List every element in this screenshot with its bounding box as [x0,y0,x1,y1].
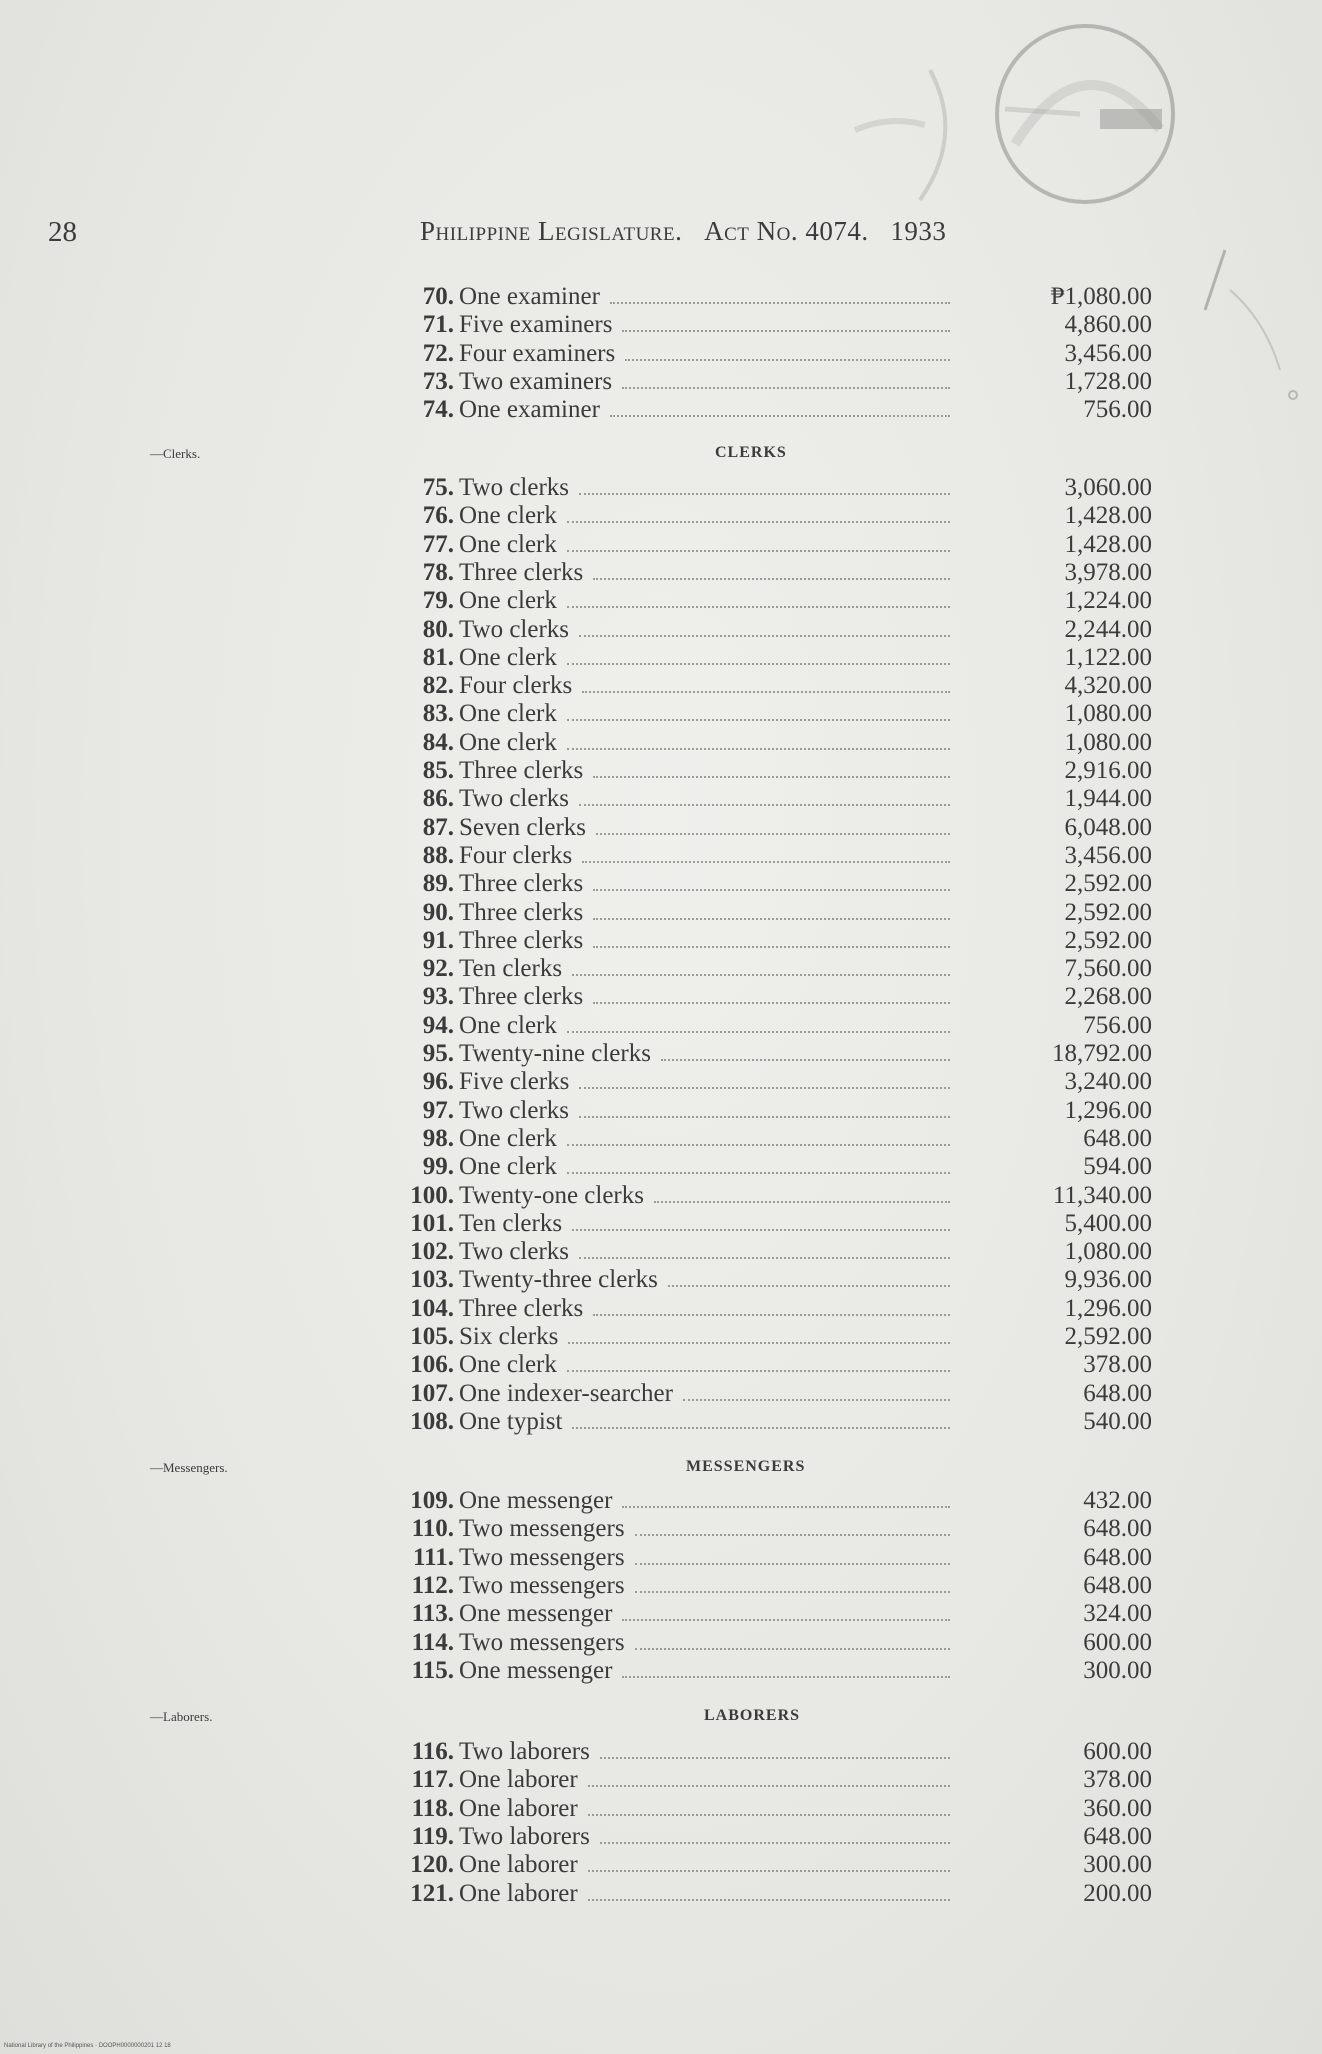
dot-leader [568,1342,950,1344]
entry-number: 106. [410,1351,454,1378]
entry-description: One clerk [459,502,557,529]
heading-messengers: MESSENGERS [686,1458,806,1475]
entry-number: 121. [410,1880,454,1907]
entry-description: One messenger [459,1600,613,1627]
dot-leader [572,974,950,976]
entry-amount: 360.00 [1083,1795,1152,1822]
dot-leader [567,1031,950,1033]
entry-number: 98. [422,1125,454,1152]
entry-row [0,1380,1322,1408]
entry-number: 112. [411,1572,454,1599]
entry-amount: 378.00 [1083,1351,1152,1378]
entry-number: 105. [410,1323,454,1350]
entry-row [0,531,1322,559]
entry-number: 82. [422,672,454,699]
entry-amount: 1,080.00 [1064,700,1152,727]
entry-number: 109. [410,1487,454,1514]
entry-row [0,1515,1322,1543]
entry-description: Two clerks [459,616,570,643]
entry-description: Two clerks [459,785,570,812]
entry-row [0,757,1322,785]
entry-number: 110. [411,1515,454,1542]
entry-number: 93. [422,983,454,1010]
entry-number: 116. [411,1738,454,1765]
entry-description: Three clerks [459,899,584,926]
entry-number: 104. [410,1295,454,1322]
entry-number: 84. [422,729,454,756]
dot-leader [600,1757,950,1759]
entry-row [0,870,1322,898]
running-head-year: 1933 [890,216,947,246]
dot-leader [661,1059,950,1061]
entry-row [0,1600,1322,1628]
entry-description: Six clerks [459,1323,559,1350]
entry-amount: 1,728.00 [1064,368,1152,395]
dot-leader [567,1172,950,1174]
dot-leader [622,330,950,332]
entry-description: One laborer [459,1766,578,1793]
dot-leader [572,1229,950,1231]
entry-row [0,700,1322,728]
entry-number: 75. [422,474,454,501]
entry-description: Ten clerks [459,955,563,982]
entry-amount: 2,592.00 [1064,927,1152,954]
entry-number: 87. [422,814,454,841]
margin-note-laborers: —Laborers. [150,1709,213,1724]
entry-amount: 2,244.00 [1064,616,1152,643]
entry-number: 100. [410,1182,454,1209]
entry-description: Twenty-three clerks [459,1266,658,1293]
entry-row [0,1544,1322,1572]
entry-number: 79. [422,587,454,614]
entry-row [0,1487,1322,1515]
entry-amount: 1,428.00 [1064,531,1152,558]
entry-row [0,983,1322,1011]
entry-description: One messenger [459,1657,613,1684]
entry-amount: 648.00 [1083,1125,1152,1152]
dot-leader [582,691,950,693]
entry-row [0,1125,1322,1153]
entry-row [0,559,1322,587]
dot-leader [593,1002,950,1004]
entry-amount: 648.00 [1083,1544,1152,1571]
postmark-stamp-icon [985,14,1185,214]
dot-leader [635,1534,950,1536]
entry-row [0,1823,1322,1851]
entry-row [0,368,1322,396]
entry-description: Two laborers [459,1823,590,1850]
entry-amount: 648.00 [1083,1823,1152,1850]
entry-row [0,1210,1322,1238]
entry-number: 89. [422,870,454,897]
entry-amount: 648.00 [1083,1572,1152,1599]
dot-leader [622,1506,950,1508]
entry-number: 78. [422,559,454,586]
entry-row [0,1572,1322,1600]
entry-number: 72. [422,340,454,367]
entry-amount: 9,936.00 [1064,1266,1152,1293]
entry-row [0,1238,1322,1266]
entry-row [0,899,1322,927]
entry-row [0,1097,1322,1125]
dot-leader [683,1399,950,1401]
dot-leader [579,1087,950,1089]
entry-number: 70. [422,283,454,310]
margin-note-clerks: —Clerks. [150,446,201,461]
dot-leader [579,1257,950,1259]
entry-description: Three clerks [459,559,584,586]
dot-leader [622,1676,950,1678]
entry-amount: 2,592.00 [1064,899,1152,926]
entry-description: One clerk [459,1351,557,1378]
entry-description: Two clerks [459,474,570,501]
entry-amount: 7,560.00 [1064,955,1152,982]
entry-row [0,1012,1322,1040]
entry-description: One clerk [459,729,557,756]
dot-leader [596,833,950,835]
dot-leader [593,889,950,891]
entry-description: Four examiners [459,340,616,367]
entry-number: 77. [422,531,454,558]
dot-leader [567,748,950,750]
entry-amount: 648.00 [1083,1380,1152,1407]
entry-amount: 1,428.00 [1064,502,1152,529]
entry-amount: 3,456.00 [1064,340,1152,367]
dot-leader [579,635,950,637]
entry-row [0,1351,1322,1379]
dot-leader [567,663,950,665]
entry-amount: 594.00 [1083,1153,1152,1180]
entry-row [0,785,1322,813]
entry-number: 96. [422,1068,454,1095]
entry-amount: 432.00 [1083,1487,1152,1514]
entry-number: 107. [410,1380,454,1407]
entry-row [0,1408,1322,1436]
entry-number: 101. [410,1210,454,1237]
dot-leader [567,1144,950,1146]
entry-number: 80. [422,616,454,643]
heading-laborers: LABORERS [704,1707,801,1724]
entry-number: 113. [411,1600,454,1627]
entry-amount: 540.00 [1083,1408,1152,1435]
dot-leader [588,1785,950,1787]
dot-leader [625,359,950,361]
entry-number: 95. [422,1040,454,1067]
entry-number: 119. [411,1823,454,1850]
entry-row [0,1766,1322,1794]
entry-amount: 200.00 [1083,1880,1152,1907]
entry-description: One clerk [459,1125,557,1152]
entry-amount: 5,400.00 [1064,1210,1152,1237]
dot-leader [588,1870,950,1872]
entry-row [0,1657,1322,1685]
entry-amount: 1,224.00 [1064,587,1152,614]
footer-credit: National Library of the Philippines · DOOPH0000000201 12 18 [4,2043,171,2049]
entry-description: One messenger [459,1487,613,1514]
entry-number: 85. [422,757,454,784]
entry-description: One indexer-searcher [459,1380,673,1407]
dot-leader [567,521,950,523]
entry-amount: 18,792.00 [1052,1040,1152,1067]
entry-number: 102. [410,1238,454,1265]
entry-number: 111. [413,1544,454,1571]
entry-amount: 648.00 [1083,1515,1152,1542]
entry-description: Two messengers [459,1544,625,1571]
entry-description: Two messengers [459,1572,625,1599]
entry-description: One clerk [459,700,557,727]
dot-leader [600,1842,950,1844]
entry-number: 90. [422,899,454,926]
entry-row [0,1040,1322,1068]
entry-amount: 300.00 [1083,1851,1152,1878]
dot-leader [588,1899,950,1901]
dot-leader [567,550,950,552]
dot-leader [567,1370,950,1372]
entry-amount: 2,592.00 [1064,870,1152,897]
entry-description: Ten clerks [459,1210,563,1237]
dot-leader [593,776,950,778]
entry-amount: 1,944.00 [1064,785,1152,812]
entry-row [0,1153,1322,1181]
dot-leader [654,1201,950,1203]
entry-description: Twenty-nine clerks [459,1040,651,1067]
entry-number: 115. [411,1657,454,1684]
entry-row [0,1323,1322,1351]
entry-row [0,1068,1322,1096]
dot-leader [610,302,950,304]
entry-amount: 1,296.00 [1064,1295,1152,1322]
entry-amount: ₱1,080.00 [1050,283,1152,310]
entry-amount: 2,592.00 [1064,1323,1152,1350]
entry-description: Three clerks [459,1295,584,1322]
entry-description: One laborer [459,1880,578,1907]
dot-leader [567,719,950,721]
entry-amount: 2,268.00 [1064,983,1152,1010]
entry-amount: 756.00 [1083,396,1152,423]
entry-number: 83. [422,700,454,727]
entry-row [0,814,1322,842]
dot-leader [622,387,950,389]
faint-stamp-icon [850,60,960,210]
entry-amount: 3,240.00 [1064,1068,1152,1095]
entry-description: One typist [459,1408,563,1435]
dot-leader [635,1648,950,1650]
entry-amount: 600.00 [1083,1738,1152,1765]
entry-number: 92. [422,955,454,982]
entry-number: 103. [410,1266,454,1293]
entry-number: 91. [422,927,454,954]
entry-description: One clerk [459,531,557,558]
dot-leader [579,804,950,806]
entry-amount: 1,080.00 [1064,729,1152,756]
entry-description: One clerk [459,644,557,671]
entry-number: 108. [410,1408,454,1435]
entry-number: 81. [422,644,454,671]
entry-row [0,1182,1322,1210]
dot-leader [582,861,950,863]
heading-clerks: CLERKS [715,444,787,461]
entry-number: 114. [411,1629,454,1656]
entry-amount: 756.00 [1083,1012,1152,1039]
entry-description: Seven clerks [459,814,587,841]
entry-number: 120. [410,1851,454,1878]
entry-row [0,672,1322,700]
entry-amount: 11,340.00 [1052,1182,1152,1209]
entry-row [0,283,1322,311]
entry-description: Five clerks [459,1068,570,1095]
dot-leader [610,415,950,417]
entry-description: Five examiners [459,311,613,338]
entry-number: 97. [422,1097,454,1124]
entry-amount: 4,320.00 [1064,672,1152,699]
entry-description: Twenty-one clerks [459,1182,644,1209]
entry-row [0,1851,1322,1879]
entry-description: Three clerks [459,870,584,897]
entry-row [0,1795,1322,1823]
entry-amount: 2,916.00 [1064,757,1152,784]
entry-row [0,1738,1322,1766]
entry-amount: 1,296.00 [1064,1097,1152,1124]
dot-leader [593,1314,950,1316]
entry-row [0,311,1322,339]
page-number: 28 [48,216,77,248]
entry-amount: 6,048.00 [1064,814,1152,841]
entry-number: 73. [422,368,454,395]
entry-row [0,955,1322,983]
entry-row [0,644,1322,672]
entry-description: One clerk [459,587,557,614]
entry-number: 88. [422,842,454,869]
dot-leader [567,606,950,608]
entry-row [0,729,1322,757]
entry-description: One clerk [459,1153,557,1180]
entry-row [0,1266,1322,1294]
entry-row [0,1629,1322,1657]
entry-description: Three clerks [459,757,584,784]
entry-number: 74. [422,396,454,423]
margin-note-messengers: —Messengers. [150,1460,228,1475]
dot-leader [622,1619,950,1621]
entry-row [0,1880,1322,1908]
entry-row [0,502,1322,530]
entry-description: Two examiners [459,368,613,395]
entry-amount: 4,860.00 [1064,311,1152,338]
entry-description: One examiner [459,283,600,310]
dot-leader [579,493,950,495]
entry-number: 86. [422,785,454,812]
entry-number: 76. [422,502,454,529]
dot-leader [635,1563,950,1565]
entry-amount: 3,978.00 [1064,559,1152,586]
entry-number: 99. [422,1153,454,1180]
entry-row [0,474,1322,502]
entry-row [0,616,1322,644]
entry-description: Two clerks [459,1097,570,1124]
entry-description: Two laborers [459,1738,590,1765]
dot-leader [572,1427,950,1429]
running-head-title: Philippine Legislature. [420,216,683,246]
dot-leader [635,1591,950,1593]
dot-leader [593,578,950,580]
entry-description: Two messengers [459,1515,625,1542]
entry-description: Four clerks [459,842,573,869]
entry-amount: 3,060.00 [1064,474,1152,501]
entry-description: One laborer [459,1795,578,1822]
entry-row [0,340,1322,368]
dot-leader [593,918,950,920]
entry-amount: 324.00 [1083,1600,1152,1627]
entry-number: 71. [422,311,454,338]
entry-row [0,927,1322,955]
entry-description: Three clerks [459,927,584,954]
entry-description: One examiner [459,396,600,423]
entry-number: 118. [411,1795,454,1822]
entry-amount: 378.00 [1083,1766,1152,1793]
entry-number: 94. [422,1012,454,1039]
running-head [420,216,946,247]
entry-number: 117. [411,1766,454,1793]
dot-leader [668,1285,950,1287]
entry-description: Two messengers [459,1629,625,1656]
entry-description: One laborer [459,1851,578,1878]
entry-row [0,587,1322,615]
entry-amount: 1,122.00 [1064,644,1152,671]
entry-amount: 1,080.00 [1064,1238,1152,1265]
entry-description: Three clerks [459,983,584,1010]
dot-leader [588,1814,950,1816]
entry-description: Four clerks [459,672,573,699]
dot-leader [593,946,950,948]
entry-description: Two clerks [459,1238,570,1265]
entry-row [0,842,1322,870]
entry-amount: 300.00 [1083,1657,1152,1684]
entry-amount: 600.00 [1083,1629,1152,1656]
entry-row [0,1295,1322,1323]
running-head-act: Act No. 4074. [704,216,869,246]
entry-row [0,396,1322,424]
entry-description: One clerk [459,1012,557,1039]
dot-leader [579,1116,950,1118]
entry-amount: 3,456.00 [1064,842,1152,869]
